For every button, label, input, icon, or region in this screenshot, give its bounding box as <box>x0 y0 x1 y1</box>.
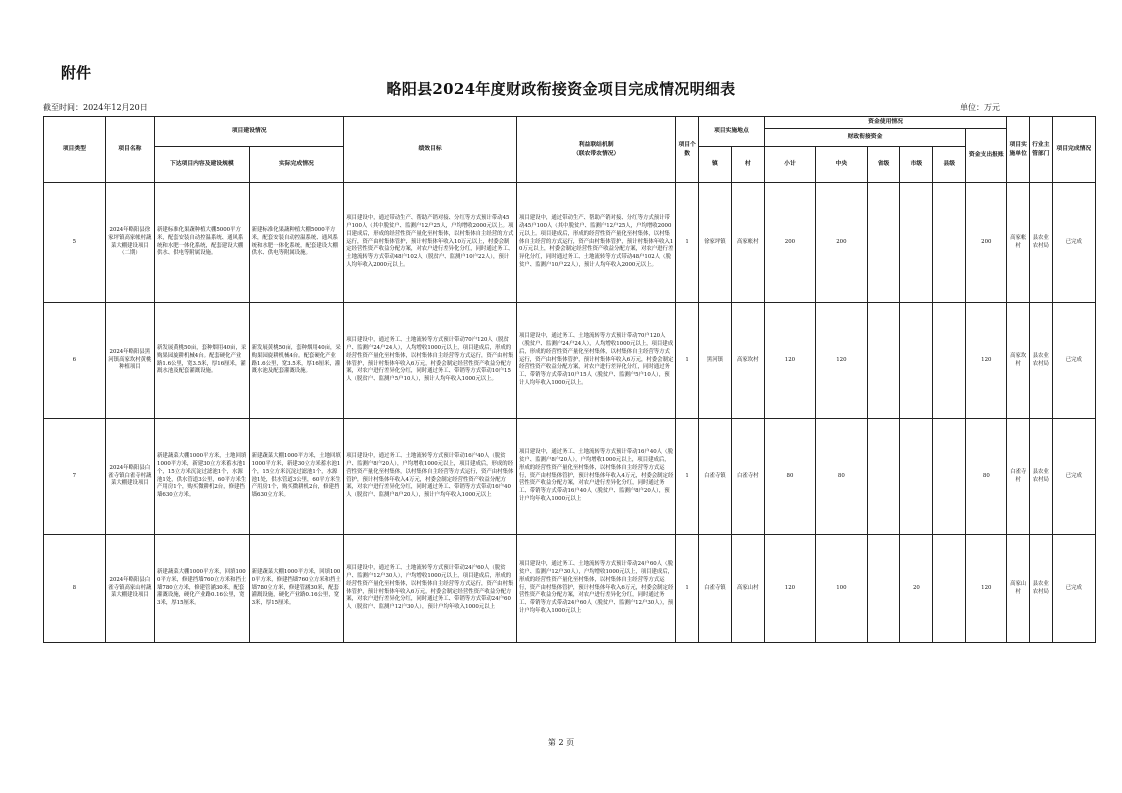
cell-actual: 新建蔬菜大棚1000平方米，土地回填1000平方米，新建30立方米蓄水池1个，15立方米沉淀过滤池1个，水源池1处，供水管道3公里，60平方米生产用房1个，购买微耕机2台，修建挡墙630立方米。 <box>249 419 344 535</box>
cell-count: 1 <box>676 535 699 643</box>
cell-mechanism: 项目建设中，通过务工、土地流转等方式预计带动24户60人（脱贫户、监测户12户30人），户均增收1000元以上，项目建成后，形成的经营性资产量化至村集体，以村集体自主经营等方式运行，资产由村集体管护，预计村集体年收入6万元，村委会制定经营性资产收益分配方案，对农户进行差异化分红，同时通过务工、带销等方式带动24户60人（脱贫户、监测户12户30人），预计户均年收入1000元以上 <box>516 535 675 643</box>
cell-implementer: 高家帐村 <box>1007 183 1030 303</box>
cell-actual: 新建蔬菜大棚1000平方米，回填1000平方米，修建挡墙760立方米和挡土墙780立方米，修建管涵30米，配套灌溉设施，硬化产业路0.16公里，宽3米，厚15厘米。 <box>249 535 344 643</box>
cell-town: 白雀寺镇 <box>698 535 731 643</box>
cell-planned: 新发展黄桃50亩，套种烟用40亩，采购果园旋耕机械4台。配套硬化产业路1.6公里，宽3.5米，厚16厘米，灌溉水池及配套灌溉设施。 <box>155 303 250 419</box>
cell-county <box>933 303 966 419</box>
cell-village: 高家坎村 <box>731 303 764 419</box>
cell-reported: 80 <box>966 419 1007 535</box>
cell-city <box>900 303 933 419</box>
cell-planned: 新建蔬菜大棚1000平方米，土地回填1000平方米，新建30立方米蓄水池1个，15立方米沉淀过滤池1个，水源池1处，供水管道3公里，60平方米生产用房1个，购买微耕机2台，修建挡墙630立方米。 <box>155 419 250 535</box>
cell-status: 已完成 <box>1052 419 1095 535</box>
cell-dept: 县农业农村局 <box>1030 303 1053 419</box>
cell-province <box>867 183 900 303</box>
cell-county <box>933 183 966 303</box>
cell-subtotal: 80 <box>764 419 815 535</box>
cell-town: 徐家坪镇 <box>698 183 731 303</box>
cell-performance: 项目建设中，通过务工、土地流转等方式预计带动70户120人（脱贫户、监测户24户24人），人均增收1000元以上，项目建成后，形成的经营性资产量化至村集体，以村集体自主经营等方式运行，资产由村集体管护，预计村集体年收入6万元，村委会制定经营性资产收益分配方案，对农户进行差异化分红，同时通过务工、带销等方式带动10户15人（脱贫户、监测户5户10人），预计人均年收入1000元以上。 <box>344 303 517 419</box>
cell-planned: 新建标准化果蔬种植大棚5000平方米，配套安装自动控温系统、通风系统和水肥一体化系统，配套建设大棚供水、供电等附属设施。 <box>155 183 250 303</box>
page-number: 第 2 页 <box>547 738 575 747</box>
table-row <box>44 419 1096 535</box>
col-fiscal: 财政衔接资金 <box>764 129 965 147</box>
col-type: 项目类型 <box>44 117 106 183</box>
cell-mechanism: 项目建设中，通过务工、土地流转等方式预计带动16户40人（脱贫户、监测户8户20人），户均增收1000元以上，项目建成后，形成的经营性资产量化至村集体，以村集体自主经营等方式运行，资产由村集体管护，预计村集体年收入4万元，村委会制定经营性资产收益分配方案，对农户进行差异化分红，同时通过务工、带销等方式带动16户40人（脱贫户、监测户8户20人），预计户均年收入1000元以上 <box>516 419 675 535</box>
page-title: 略阳县2024年度财政衔接资金项目完成情况明细表 <box>386 80 736 98</box>
col-actual: 实际完成情况 <box>249 147 344 183</box>
cell-name: 2024年略阳县黑河镇高家坎村黄桃种植项目 <box>105 303 154 419</box>
cell-city <box>900 419 933 535</box>
cell-dept: 县农业农村局 <box>1030 535 1053 643</box>
cell-implementer: 高家山村 <box>1007 535 1030 643</box>
cell-count: 1 <box>676 183 699 303</box>
cell-province <box>867 419 900 535</box>
attachment-label: 附件 <box>61 64 92 82</box>
col-mechanism <box>516 117 675 183</box>
cell-central: 120 <box>816 303 867 419</box>
cell-village: 高家帐村 <box>731 183 764 303</box>
cell-city <box>900 183 933 303</box>
col-location: 项目实施地点 <box>698 117 764 147</box>
table-row <box>44 535 1096 643</box>
cell-planned: 新建蔬菜大棚1000平方米，回填1000平方米，修建挡墙760立方米和挡土墙780立方米，修建管涵30米，配套灌溉设施，硬化产业路0.16公里，宽3米，厚15厘米。 <box>155 535 250 643</box>
cell-central: 80 <box>816 419 867 535</box>
cell-subtotal: 120 <box>764 303 815 419</box>
cell-county <box>933 419 966 535</box>
cell-province <box>867 303 900 419</box>
cell-implementer: 高家坎村 <box>1007 303 1030 419</box>
col-status: 项目完成情况 <box>1052 117 1095 183</box>
col-subtotal: 小计 <box>764 147 815 183</box>
cell-reported: 200 <box>966 183 1007 303</box>
col-mechanism-line2: （联农带农情况） <box>572 150 620 157</box>
cell-name: 2024年略阳县白雀寺镇白雀寺村蔬菜大棚建设项目 <box>105 419 154 535</box>
col-reported: 资金支出报账 <box>966 129 1007 183</box>
cell-performance: 项目建设中，通过务工、土地流转等方式预计带动16户40人（脱贫户、监测户8户20人），户均增收1000元以上，项目建成后，形成的经营性资产量化至村集体，以村集体自主经营等方式运行，资产由村集体管护，预计村集体年收入4万元，村委会制定经营性资产收益分配方案，对农户进行差异化分红，同时通过务工、带销等方式带动16户40人（脱贫户、监测户8户20人），预计户均年收入1000元以上 <box>344 419 517 535</box>
cell-dept: 县农业农村局 <box>1030 183 1053 303</box>
cell-subtotal: 200 <box>764 183 815 303</box>
cell-name: 2024年略阳县徐家坪镇高家帐村蔬菜大棚建设项目（二期） <box>105 183 154 303</box>
cell-mechanism: 项目建设中，通过带动生产、帮助产销对接、分红等方式预计带动45户100人（其中脱贫户、监测户12户25人，户均增收2000元以上。项目建成后，形成的经营性资产量化至村集体，以村集体自主经营的方式运行，资产由村集体管护，预计村集体年收入10万元以上，村委会制定经营性资产收益分配方案，对农户进行差异化分红，同时通过务工、土地流转等方式带动48户102人（脱贫户、监测户10户22人），预计人均年收入2000元以上。 <box>516 183 675 303</box>
cutoff-date: 截至时间：2024年12月20日 <box>43 103 148 112</box>
table-row <box>44 183 1096 303</box>
cell-town: 白雀寺镇 <box>698 419 731 535</box>
col-implementer: 项目实施单位 <box>1007 117 1030 183</box>
cell-village: 高家山村 <box>731 535 764 643</box>
col-construction: 项目建设情况 <box>155 117 344 147</box>
project-table <box>43 116 1096 643</box>
cell-central: 200 <box>816 183 867 303</box>
col-town: 镇 <box>698 147 731 183</box>
col-county: 县级 <box>933 147 966 183</box>
col-mechanism-line1: 利益联结机制 <box>578 142 614 149</box>
cell-name: 2024年略阳县白雀寺镇高家山村蔬菜大棚建设项目 <box>105 535 154 643</box>
col-province: 省级 <box>867 147 900 183</box>
cell-reported: 120 <box>966 303 1007 419</box>
cell-city: 20 <box>900 535 933 643</box>
cell-count: 1 <box>676 419 699 535</box>
cell-status: 已完成 <box>1052 183 1095 303</box>
cell-type: 5 <box>44 183 106 303</box>
col-performance: 绩效目标 <box>344 117 517 183</box>
col-planned: 下达项目内容及建设规模 <box>155 147 250 183</box>
col-name: 项目名称 <box>105 117 154 183</box>
unit-label: 单位：万元 <box>960 103 1000 112</box>
cell-status: 已完成 <box>1052 535 1095 643</box>
cell-reported: 120 <box>966 535 1007 643</box>
cell-province <box>867 535 900 643</box>
cell-village: 白雀寺村 <box>731 419 764 535</box>
cell-mechanism: 项目建设中，通过务工、土地流转等方式预计带动70户120人（脱贫户、监测户24户24人），人均增收1000元以上，项目建成后，形成的经营性资产量化至村集体，以村集体自主经营等方式运行，资产由村集体管护，预计村集体年收入6万元，村委会制定经营性资产收益分配方案，对农户进行差异化分红，同时通过务工、带销等方式带动10户15人（脱贫户、监测户5户10人），预计人均年收入1000元以上。 <box>516 303 675 419</box>
cell-type: 8 <box>44 535 106 643</box>
cell-actual: 新建标准化果蔬种植大棚5000平方米，配套安装自动控温系统、通风系统和水肥一体化系统，配套建设大棚供水、供电等附属设施。 <box>249 183 344 303</box>
cell-county <box>933 535 966 643</box>
cell-subtotal: 120 <box>764 535 815 643</box>
cell-count: 1 <box>676 303 699 419</box>
cell-actual: 新发展黄桃50亩，套种烟用40亩，采购果园旋耕机械4台。配套硬化产业路1.6公里，宽3.5米，厚16厘米，灌溉水池及配套灌溉设施。 <box>249 303 344 419</box>
col-village: 村 <box>731 147 764 183</box>
cell-type: 6 <box>44 303 106 419</box>
cell-implementer: 白雀寺村 <box>1007 419 1030 535</box>
table-row <box>44 303 1096 419</box>
col-city: 市级 <box>900 147 933 183</box>
cell-dept: 县农业农村局 <box>1030 419 1053 535</box>
col-central: 中央 <box>816 147 867 183</box>
cell-town: 黑河镇 <box>698 303 731 419</box>
col-dept: 行业主管部门 <box>1030 117 1053 183</box>
cell-central: 100 <box>816 535 867 643</box>
col-count: 项目个数 <box>676 117 699 183</box>
cell-performance: 项目建设中，通过带动生产、帮助产销对接、分红等方式预计带动45户100人（其中脱贫户、监测户12户25人，户均增收2000元以上。项目建成后，形成的经营性资产量化至村集体，以村集体自主经营的方式运行，资产由村集体管护，预计村集体年收入10万元以上，村委会制定经营性资产收益分配方案，对农户进行差异化分红，同时通过务工、土地流转等方式带动48户102人（脱贫户、监测户10户22人），预计人均年收入2000元以上。 <box>344 183 517 303</box>
cell-status: 已完成 <box>1052 303 1095 419</box>
cell-performance: 项目建设中，通过务工、土地流转等方式预计带动24户60人（脱贫户、监测户12户30人），户均增收1000元以上，项目建成后，形成的经营性资产量化至村集体，以村集体自主经营等方式运行，资产由村集体管护，预计村集体年收入6万元，村委会制定经营性资产收益分配方案，对农户进行差异化分红，同时通过务工、带销等方式带动24户60人（脱贫户、监测户12户30人），预计户均年收入1000元以上 <box>344 535 517 643</box>
col-funds: 资金使用情况 <box>764 117 1007 129</box>
cell-type: 7 <box>44 419 106 535</box>
